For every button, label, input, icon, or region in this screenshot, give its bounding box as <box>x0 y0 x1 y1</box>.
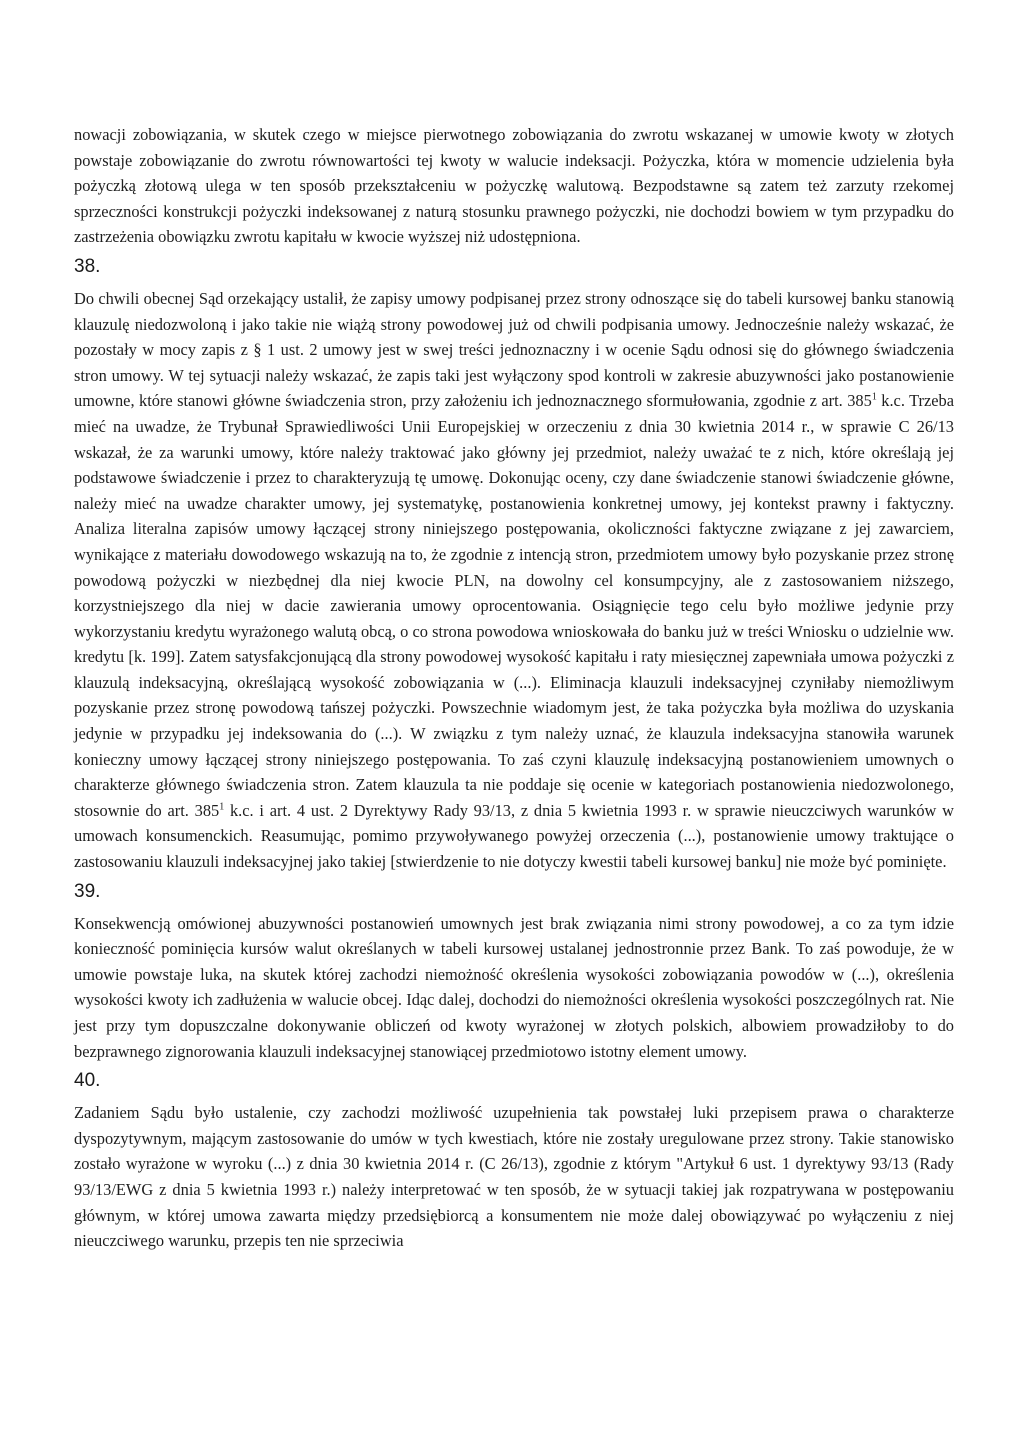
document-page <box>74 122 954 1254</box>
paragraph-39: Konsekwencją omówionej abuzywności postanowień umownych jest brak związania nimi strony powodowej, a co za tym idzie konieczność pominięcia kursów walut określanych w tabeli kursowej ustalanej jednostronnie przez Bank. To zaś powoduje, że w umowie powstaje luka, na skutek której zachodzi niemożność określenia wysokości zobowiązania powodów w (...), określenia wysokości kwoty ich zadłużenia w walucie obcej. Idąc dalej, dochodzi do niemożności określenia wysokości poszczególnych rat. Nie jest przy tym dopuszczalne dokonywanie obliczeń od kwoty wyrażonej w złotych polskich, albowiem prowadziłoby to do bezprawnego zignorowania klauzuli indeksacyjnej stanowiącej przedmiotowo istotny element umowy. <box>74 913 954 1061</box>
paragraph-38 <box>74 286 954 875</box>
section-number-40: 40. <box>74 1070 101 1092</box>
paragraph-40: Zadaniem Sądu było ustalenie, czy zachodzi możliwość uzupełnienia tak powstałej luki przepisem prawa o charakterze dyspozytywnym, mającym zastosowanie do umów w tych kwestiach, które nie zostały uregulowane przez strony. Takie stanowisko zostało wyrażone w wyroku (...) z dnia 30 kwietnia 2014 r. (C 26/13), zgodnie z którym "Artykuł 6 ust. 1 dyrektywy 93/13 (Rady 93/13/EWG z dnia 5 kwietnia 1993 r.) należy interpretować w ten sposób, że w sytuacji takiej jak rozpatrywana w postępowaniu głównym, w której umowa zawarta między przedsiębiorcą a konsumentem nie może dalej obowiązywać po wyłączeniu z niej nieuczciwego warunku, przepis ten nie sprzeciwia <box>74 1103 954 1251</box>
section-number-39: 39. <box>74 880 101 902</box>
paragraph-38-part-1: Do chwili obecnej Sąd orzekający ustalił, że zapisy umowy podpisanej przez strony odnoszące się do tabeli kursowej banku stanowią klauzulę niedozwoloną i jako takie nie wiążą strony powodowej już od chwili podpisania umowy. Jednocześnie należy wskazać, że pozostały w mocy zapis z § 1 ust. 2 umowy jest w swej treści jednoznaczny i w ocenie Sądu odnosi się do głównego świadczenia stron umowy. W tej sytuacji należy wskazać, że zapis taki jest wyłączony spod kontroli w zakresie abuzywności jako postanowienie umowne, które stanowi główne świadczenia stron, przy założeniu ich jednoznacznego sformułowania, zgodnie z art. 385 <box>74 288 954 411</box>
section-number-38: 38. <box>74 255 101 277</box>
superscript-2: 1 <box>219 801 225 813</box>
paragraph-38-part-3: k.c. i art. 4 ust. 2 Dyrektywy Rady 93/13, z dnia 5 kwietnia 1993 r. w sprawie nieuczciwych warunków w umowach konsumenckich. Reasumując, pomimo przywoływanego powyżej orzeczenia (...), postanowienie umowy traktujące o zastosowaniu klauzuli indeksacyjnej jako takiej [stwierdzenie to nie dotyczy kwestii tabeli kursowej banku] nie może być pominięte. <box>74 800 954 872</box>
paragraph-intro: nowacji zobowiązania, w skutek czego w miejsce pierwotnego zobowiązania do zwrotu wskazanej w umowie kwoty w złotych powstaje zobowiązanie do zwrotu równowartości tej kwoty w walucie indeksacji. Pożyczka, która w momencie udzielenia była pożyczką złotową ulega w ten sposób przekształceniu w pożyczkę walutową. Bezpodstawne są zatem też zarzuty rzekomej sprzeczności konstrukcji pożyczki indeksowanej z naturą stosunku prawnego pożyczki, nie dochodzi bowiem w tym przypadku do zastrzeżenia obowiązku zwrotu kapitału w kwocie wyższej niż udostępniona. <box>74 125 954 247</box>
paragraph-38-part-2: k.c. Trzeba mieć na uwadze, że Trybunał Sprawiedliwości Unii Europejskiej w orzeczeniu z dnia 30 kwietnia 2014 r., w sprawie C 26/13 wskazał, że za warunki umowy, które należy traktować jako główny jej przedmiot, należy uważać te z nich, które określają jej podstawowe świadczenie i przez to charakteryzują tę umowę. Dokonując oceny, czy dane świadczenie stanowi świadczenie główne, należy mieć na uwadze charakter umowy, jej systematykę, postanowienia konkretnej umowy, jej kontekst prawny i faktyczny. Analiza literalna zapisów umowy łączącej strony niniejszego postępowania, okoliczności faktyczne związane z jej zawarciem, wynikające z materiału dowodowego wskazują na to, że zgodnie z intencją stron, przedmiotem umowy było pozyskanie przez stronę powodową pożyczki w niezbędnej dla niej kwocie PLN, na dowolny cel konsumpcyjny, ale z zastosowaniem niższego, korzystniejszego dla niej w dacie zawierania umowy oprocentowania. Osiągnięcie tego celu było możliwe jedynie przy wykorzystaniu kredytu wyrażonego walutą obcą, o co strona powodowa wnioskowała do banku już w treści Wniosku o udzielnie ww. kredytu [k. 199]. Zatem satysfakcjonującą dla strony powodowej wysokość kapitału i raty miesięcznej zapewniała umowa pożyczki z klauzulą indeksacyjną, określającą wysokość zobowiązania w (...). Eliminacja klauzuli indeksacyjnej czyniłaby niemożliwym pozyskanie przez stronę powodową tańszej pożyczki. Powszechnie wiadomym jest, że taka pożyczka była możliwa do uzyskania jedynie w przypadku jej indeksowania do (...). W związku z tym należy uznać, że klauzula indeksacyjna stanowiła warunek konieczny umowy łączącej strony niniejszego postępowania. To zaś czyni klauzulę indeksacyjną postanowieniem umownych o charakterze głównego świadczenia stron. Zatem klauzula ta nie poddaje się ocenie w kategoriach postanowienia niedozwolonego, stosownie do art. 385 <box>74 391 954 820</box>
superscript-1: 1 <box>871 391 877 403</box>
